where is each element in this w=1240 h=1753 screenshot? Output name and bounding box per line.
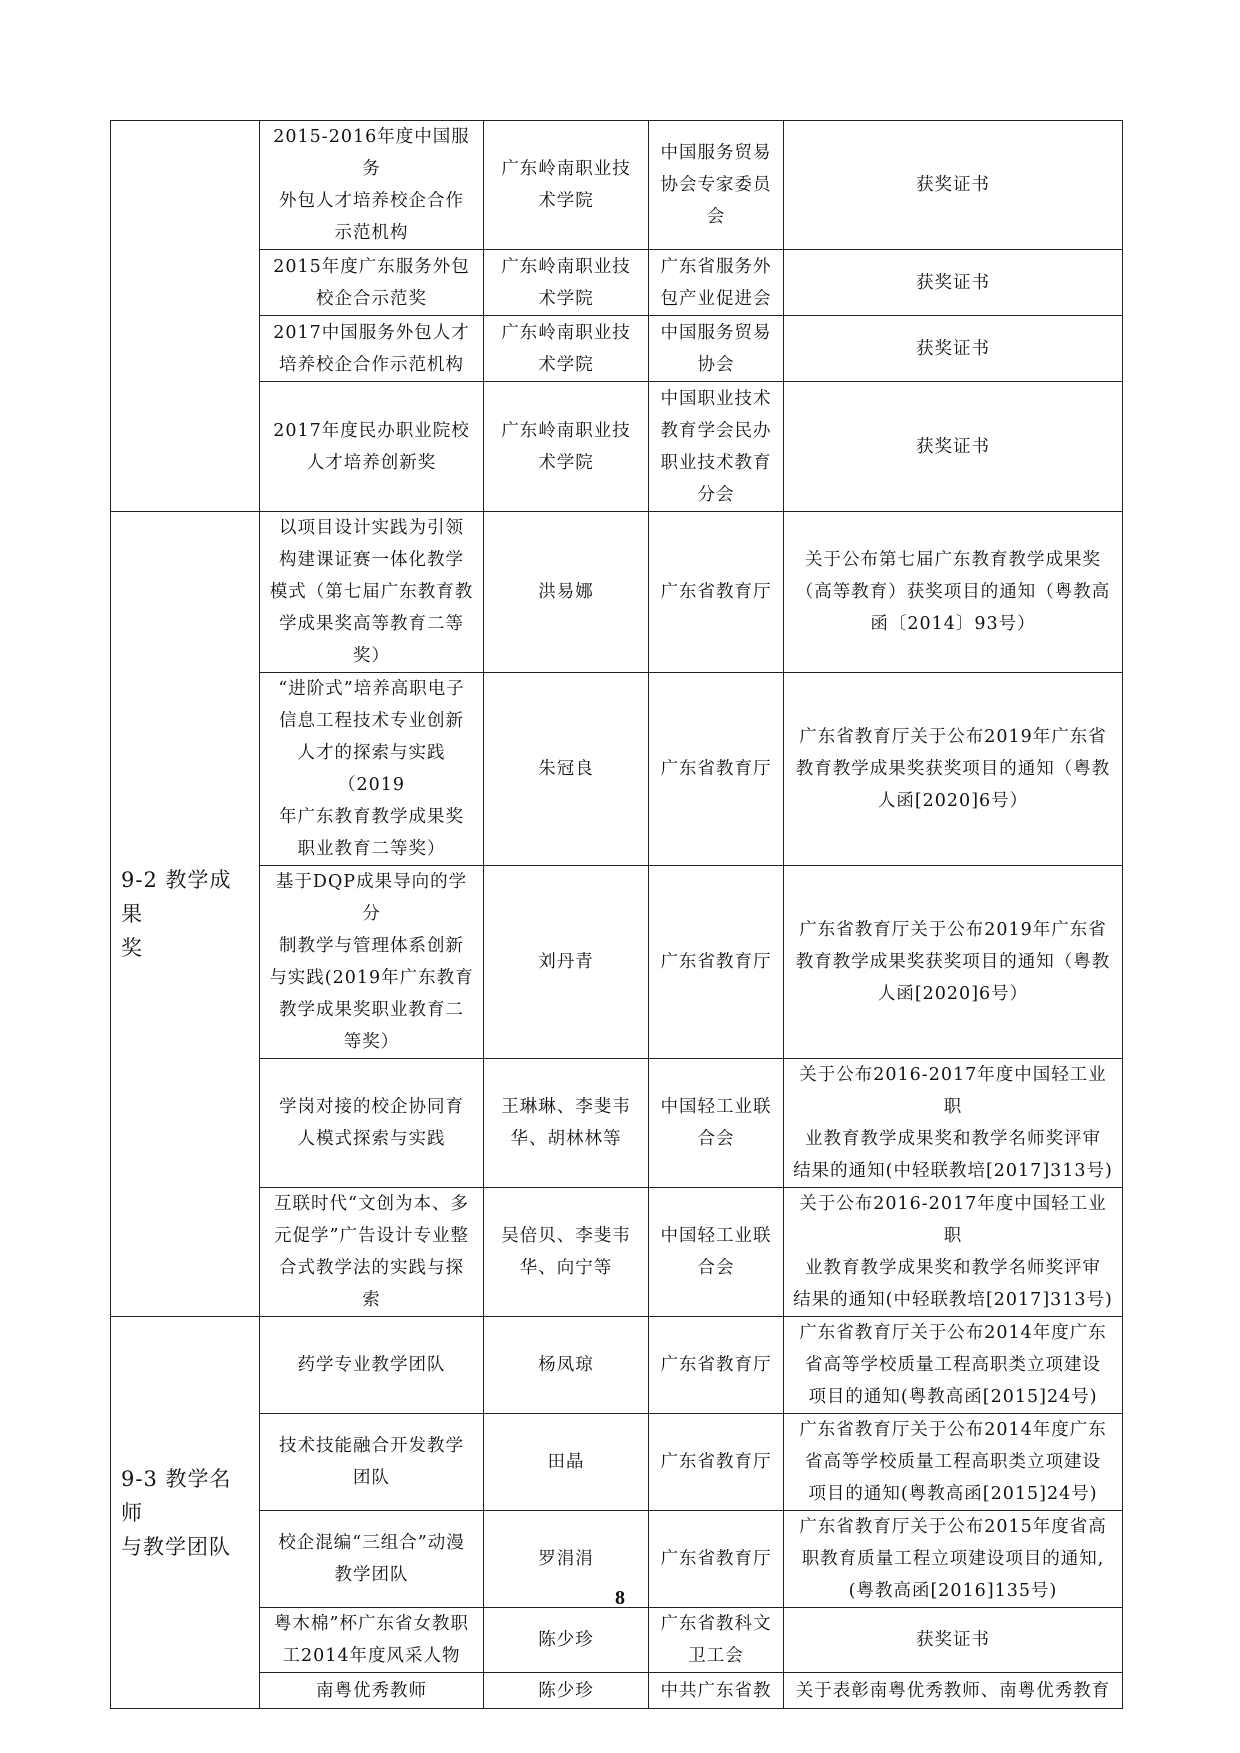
project-name: 基于DQP成果导向的学分 制教学与管理体系创新 与实践(2019年广东教育 教学成果奖职业教育二 等奖） <box>269 872 474 1052</box>
document-ref: 获奖证书 <box>916 338 990 359</box>
person-name: 广东岭南职业技 术学院 <box>501 420 631 473</box>
document-ref: 获奖证书 <box>916 175 990 195</box>
project-name: 2017年度民办职业院校 人才培养创新奖 <box>273 420 470 473</box>
document-ref: 获奖证书 <box>916 272 990 293</box>
person-name: 陈少珍 <box>538 1630 594 1650</box>
document-ref: 关于公布2016-2017年度中国轻工业职 业教育教学成果奖和教学名师奖评审 结果的通知(中轻联教培[2017]313号) <box>793 1194 1113 1310</box>
issuing-org: 广东省教育厅 <box>660 582 772 602</box>
person-name: 田晶 <box>547 1452 585 1472</box>
person-name: 王琳琳、李斐韦 华、胡林林等 <box>501 1097 631 1149</box>
document-ref: 广东省教育厅关于公布2019年广东省 教育教学成果奖获奖项目的通知（粤教 人函[2020]6号） <box>795 727 1111 811</box>
table-row <box>111 250 1123 316</box>
issuing-org: 广东省教育厅 <box>660 1355 772 1375</box>
project-name: 2017中国服务外包人才 培养校企合作示范机构 <box>273 322 470 375</box>
issuing-org: 广东省教科文 卫工会 <box>660 1614 772 1666</box>
document-ref: 获奖证书 <box>916 436 990 457</box>
issuing-org: 广东省教育厅 <box>660 1452 772 1472</box>
person-name: 朱冠良 <box>538 759 594 779</box>
project-name: 互联时代“文创为本、多 元促学”广告设计专业整 合式教学法的实践与探 索 <box>274 1194 469 1310</box>
project-name: 技术技能融合开发教学 团队 <box>279 1436 464 1488</box>
table-row <box>111 1059 1123 1188</box>
document-ref: 广东省教育厅关于公布2014年度广东 省高等学校质量工程高职类立项建设 项目的通知(粤教高函[2015]24号) <box>799 1420 1107 1504</box>
person-name: 杨凤琼 <box>538 1355 594 1375</box>
table-row <box>111 1188 1123 1317</box>
issuing-org: 中国职业技术 教育学会民办 职业技术教育 分会 <box>660 388 772 505</box>
document-ref: 关于公布2016-2017年度中国轻工业职 业教育教学成果奖和教学名师奖评审 结果的通知(中轻联教培[2017]313号) <box>793 1065 1113 1181</box>
category-label: 9-2 教学成果 奖 <box>121 868 232 960</box>
table-row <box>111 512 1123 673</box>
issuing-org: 广东省服务外 包产业促进会 <box>660 256 772 309</box>
category-cell-empty <box>111 121 260 512</box>
table-row <box>111 1317 1123 1414</box>
document-ref: 关于公布第七届广东教育教学成果奖 （高等教育）获奖项目的通知（粤教高 函〔2014〕93号） <box>795 550 1111 634</box>
document-ref: 广东省教育厅关于公布2019年广东省 教育教学成果奖获奖项目的通知（粤教 人函[2020]6号） <box>795 920 1111 1004</box>
document-ref: 广东省教育厅关于公布2015年度省高 职教育质量工程立项建设项目的通知, (粤教高函[2016]135号) <box>799 1517 1107 1601</box>
project-name: 2015-2016年度中国服务 外包人才培养校企合作 示范机构 <box>273 127 470 243</box>
issuing-org: 广东省教育厅 <box>660 952 772 972</box>
table-row <box>111 673 1123 866</box>
document-ref: 广东省教育厅关于公布2014年度广东 省高等学校质量工程高职类立项建设 项目的通知(粤教高函[2015]24号) <box>799 1323 1107 1407</box>
issuing-org: 广东省教育厅 <box>660 759 772 779</box>
project-name: 粤木棉”杯广东省女教职 工2014年度风采人物 <box>274 1614 469 1666</box>
awards-table <box>110 120 1123 1709</box>
document-ref: 获奖证书 <box>916 1630 990 1650</box>
project-name: “进阶式”培养高职电子 信息工程技术专业创新 人才的探索与实践（2019 年广东教育教学成果奖 职业教育二等奖） <box>278 679 465 859</box>
document-ref: 关于表彰南粤优秀教师、南粤优秀教育 <box>795 1680 1111 1701</box>
person-name: 广东岭南职业技 术学院 <box>501 256 631 309</box>
person-name: 刘丹青 <box>538 952 594 972</box>
person-name: 吴倍贝、李斐韦 华、向宁等 <box>501 1226 631 1278</box>
person-name: 罗涓涓 <box>538 1549 594 1569</box>
table-row <box>111 866 1123 1059</box>
issuing-org: 中国服务贸易 协会专家委员 会 <box>660 143 772 227</box>
person-name: 广东岭南职业技 术学院 <box>501 322 631 375</box>
project-name: 以项目设计实践为引领 构建课证赛一体化教学 模式（第七届广东教育教 学成果奖高等教育二等 奖） <box>269 518 474 666</box>
project-name: 2015年度广东服务外包 校企合示范奖 <box>273 256 470 309</box>
issuing-org: 中国服务贸易 协会 <box>660 322 772 375</box>
table-row <box>111 1673 1123 1709</box>
table-row <box>111 1414 1123 1511</box>
project-name: 南粤优秀教师 <box>316 1680 427 1701</box>
project-name: 药学专业教学团队 <box>297 1355 446 1375</box>
person-name: 广东岭南职业技 术学院 <box>501 159 631 211</box>
category-label: 9-3 教学名师 与教学团队 <box>121 1466 232 1559</box>
table-row <box>111 316 1123 382</box>
issuing-org: 中共广东省教 <box>660 1680 772 1701</box>
project-name: 校企混编“三组合”动漫 教学团队 <box>278 1533 465 1585</box>
issuing-org: 中国轻工业联 合会 <box>660 1226 772 1278</box>
person-name: 陈少珍 <box>538 1680 594 1701</box>
project-name: 学岗对接的校企协同育 人模式探索与实践 <box>279 1097 464 1149</box>
issuing-org: 广东省教育厅 <box>660 1549 772 1569</box>
table-row <box>111 121 1123 250</box>
table-row <box>111 382 1123 512</box>
person-name: 洪易娜 <box>538 582 594 602</box>
issuing-org: 中国轻工业联 合会 <box>660 1097 772 1149</box>
table-row <box>111 1608 1123 1673</box>
page-number: 8 <box>615 1587 625 1609</box>
